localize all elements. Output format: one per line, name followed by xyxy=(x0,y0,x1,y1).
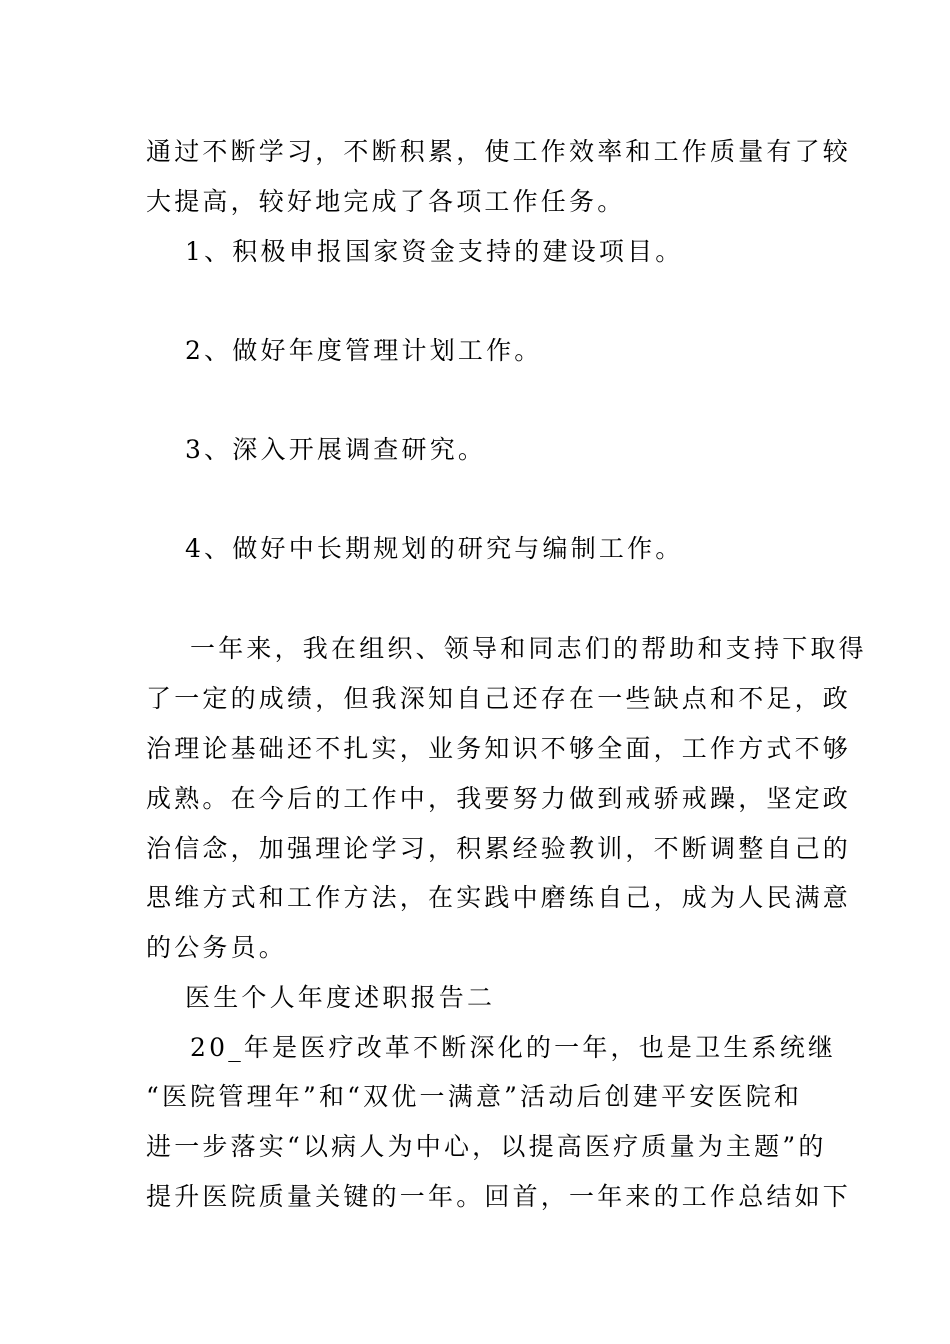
paragraph-line: 通过不断学习，不断积累，使工作效率和工作质量有了较 xyxy=(146,137,852,166)
paragraph-line: 提升医院质量关键的一年。回首，一年来的工作总结如下 xyxy=(146,1182,852,1211)
paragraph-line: 20_年是医疗改革不断深化的一年，也是卫生系统继 xyxy=(190,1033,837,1062)
list-item: 4、做好中长期规划的研究与编制工作。 xyxy=(185,534,684,563)
list-item: 2、做好年度管理计划工作。 xyxy=(185,336,543,365)
paragraph-line: 大提高，较好地完成了各项工作任务。 xyxy=(146,187,626,216)
paragraph-line: 治信念，加强理论学习，积累经验教训，不断调整自己的 xyxy=(146,834,852,863)
paragraph-line: 思维方式和工作方法，在实践中磨练自己，成为人民满意 xyxy=(146,883,852,912)
paragraph-line: 进一步落实“以病人为中心，以提高医疗质量为主题”的 xyxy=(146,1132,827,1161)
paragraph-line: 了一定的成绩，但我深知自己还存在一些缺点和不足，政 xyxy=(146,684,852,713)
paragraph-line: 治理论基础还不扎实，业务知识不够全面，工作方式不够 xyxy=(146,734,852,763)
list-item: 3、深入开展调查研究。 xyxy=(185,435,487,464)
paragraph-line: 的公务员。 xyxy=(146,933,288,962)
paragraph-line: 成熟。在今后的工作中，我要努力做到戒骄戒躁，坚定政 xyxy=(146,784,852,813)
paragraph-line: “医院管理年”和“双优一满意”活动后创建平安医院和 xyxy=(146,1082,803,1111)
list-item: 1、积极申报国家资金支持的建设项目。 xyxy=(185,237,684,266)
paragraph-line: 一年来，我在组织、领导和同志们的帮助和支持下取得 xyxy=(190,634,867,663)
section-title: 医生个人年度述职报告二 xyxy=(185,983,496,1012)
